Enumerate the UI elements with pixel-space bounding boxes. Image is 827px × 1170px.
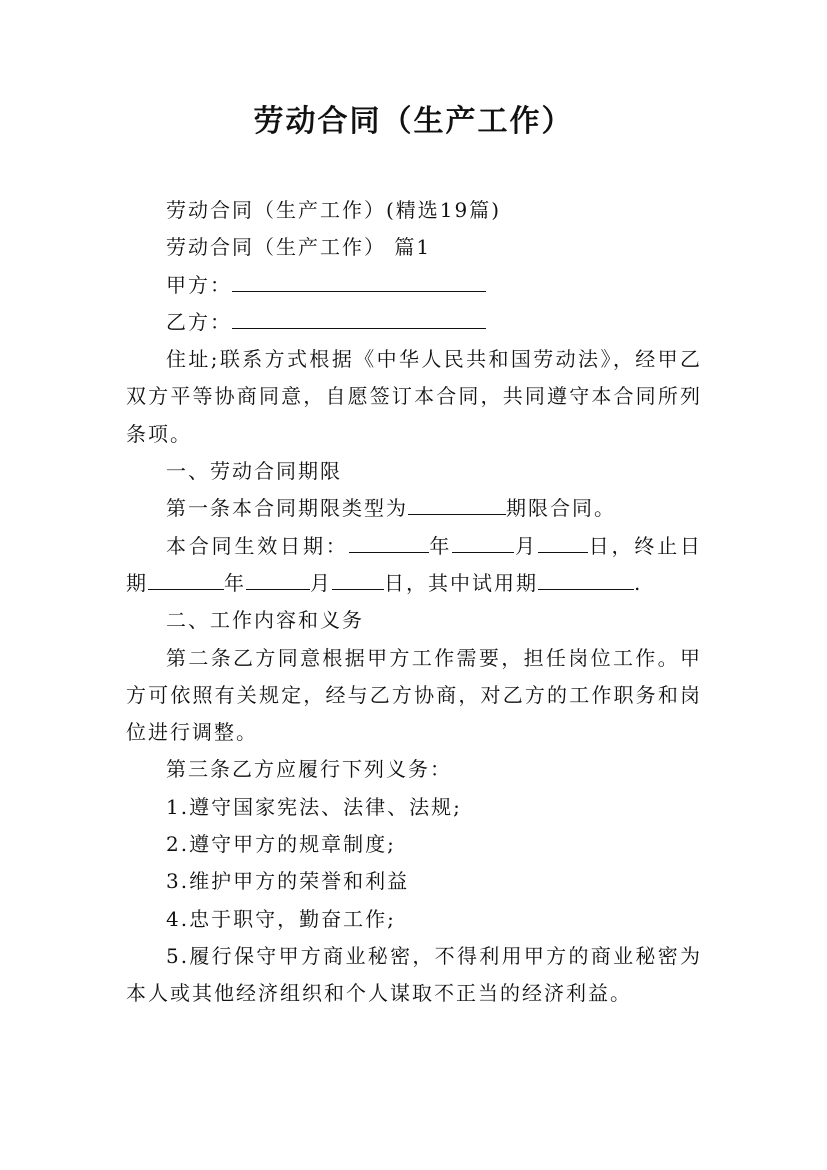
trial-label: 日，其中试用期 xyxy=(384,570,538,595)
effective-date-paragraph xyxy=(126,528,702,603)
duty-item-2: 2.遵守甲方的规章制度; xyxy=(166,832,396,857)
duty-item-3: 3.维护甲方的荣誉和利益 xyxy=(166,869,410,894)
start-day-blank xyxy=(538,531,588,553)
party-a-line xyxy=(126,267,702,304)
document-body xyxy=(126,192,702,1013)
heading-work-content: 二、工作内容和义务 xyxy=(166,608,364,633)
article-3: 第三条乙方应履行下列义务： xyxy=(166,757,452,782)
start-month-blank xyxy=(452,531,514,553)
party-b-line xyxy=(126,304,702,341)
end-month-blank xyxy=(246,568,310,590)
party-b-blank xyxy=(232,307,486,329)
article-2: 第二条乙方同意根据甲方工作需要，担任岗位工作。甲方可依照有关规定，经与乙方协商，对乙方的工作职务和岗位进行调整。 xyxy=(126,645,702,745)
trial-period-blank xyxy=(538,568,634,590)
month-char: 月 xyxy=(514,533,538,558)
month-char: 月 xyxy=(310,570,332,595)
document-title: 劳动合同（生产工作） xyxy=(253,104,574,139)
effective-label: 本合同生效日期： xyxy=(166,533,349,558)
heading-contract-term: 一、劳动合同期限 xyxy=(166,459,342,484)
year-char: 年 xyxy=(224,570,246,595)
article-1-post: 期限合同。 xyxy=(506,496,616,521)
duty-item-1: 1.遵守国家宪法、法律、法规; xyxy=(166,794,462,819)
article-1-pre: 第一条本合同期限类型为 xyxy=(166,496,408,521)
contract-type-blank xyxy=(408,493,506,515)
start-year-blank xyxy=(349,531,429,553)
end-year-blank xyxy=(148,568,224,590)
duty-item-4: 4.忠于职守，勤奋工作; xyxy=(166,906,396,931)
article-1 xyxy=(126,490,702,527)
party-b-label: 乙方： xyxy=(166,309,232,334)
document-subtitle: 劳动合同（生产工作）(精选19篇) xyxy=(166,198,502,222)
party-a-blank xyxy=(232,270,486,292)
section-heading: 劳动合同（生产工作） 篇1 xyxy=(166,235,432,260)
end-date-label: 日，终止日期 xyxy=(126,533,703,595)
duty-item-5: 5.履行保守甲方商业秘密，不得利用甲方的商业秘密为本人或其他经济组织和个人谋取不正当的经济利益。 xyxy=(126,943,702,1006)
year-char: 年 xyxy=(428,533,453,558)
party-a-label: 甲方： xyxy=(166,272,232,297)
period-mark: . xyxy=(634,570,643,595)
end-day-blank xyxy=(332,568,384,590)
intro-paragraph: 住址;联系方式根据《中华人民共和国劳动法》，经甲乙双方平等协商同意，自愿签订本合同，共同遵守本合同所列条项。 xyxy=(126,347,702,446)
